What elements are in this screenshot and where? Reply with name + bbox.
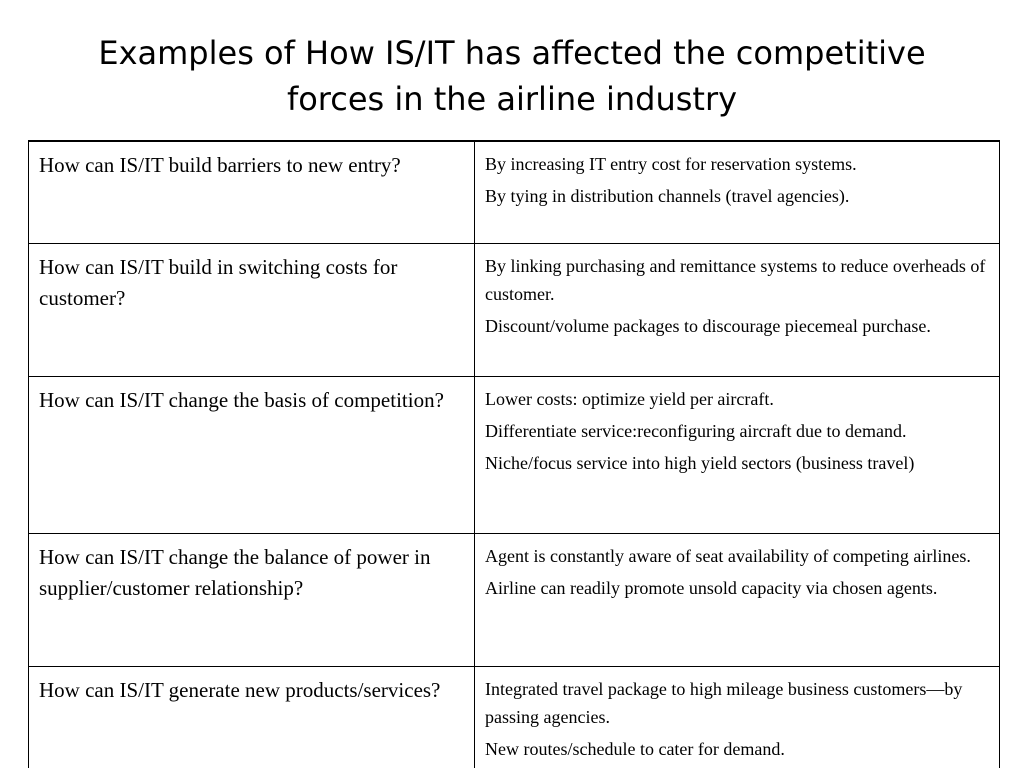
answer-item: Lower costs: optimize yield per aircraft.	[485, 388, 774, 409]
answer-item: Agent is constantly aware of seat availability of competing airlines.	[485, 545, 971, 566]
answer-item: By linking purchasing and remittance systems to reduce overheads of customer.	[485, 255, 986, 304]
question-cell: How can IS/IT build in switching costs for customer?	[29, 243, 475, 376]
question-cell: How can IS/IT build barriers to new entry?	[29, 141, 475, 243]
table-row	[29, 243, 1000, 376]
answer-cell	[475, 376, 1000, 533]
answer-item: Integrated travel package to high mileage business customers—by passing agencies.	[485, 678, 963, 727]
table-row	[29, 666, 1000, 768]
question-cell: How can IS/IT change the balance of power in supplier/customer relationship?	[29, 533, 475, 666]
answer-item: New routes/schedule to cater for demand.	[485, 738, 785, 759]
answer-item: Airline can readily promote unsold capacity via chosen agents.	[485, 577, 938, 598]
answer-item: Niche/focus service into high yield sectors (business travel)	[485, 452, 915, 473]
title-line-1: Examples of How IS/IT has affected the competitive	[98, 34, 926, 72]
answer-cell	[475, 666, 1000, 768]
answer-item: Differentiate service:reconfiguring aircraft due to demand.	[485, 420, 907, 441]
answer-item: Discount/volume packages to discourage piecemeal purchase.	[485, 315, 931, 336]
title-line-2: forces in the airline industry	[286, 80, 738, 118]
competitive-forces-table	[28, 140, 1000, 768]
table-row	[29, 533, 1000, 666]
answer-item: By increasing IT entry cost for reservation systems.	[485, 154, 857, 174]
answer-cell	[475, 533, 1000, 666]
question-cell: How can IS/IT generate new products/services?	[29, 666, 475, 768]
table-row	[29, 141, 1000, 243]
answer-item: By tying in distribution channels (travel agencies).	[485, 186, 850, 206]
question-cell: How can IS/IT change the basis of competition?	[29, 376, 475, 533]
answer-cell	[475, 243, 1000, 376]
table-row	[29, 376, 1000, 533]
slide-title	[60, 30, 964, 122]
answer-cell	[475, 141, 1000, 243]
